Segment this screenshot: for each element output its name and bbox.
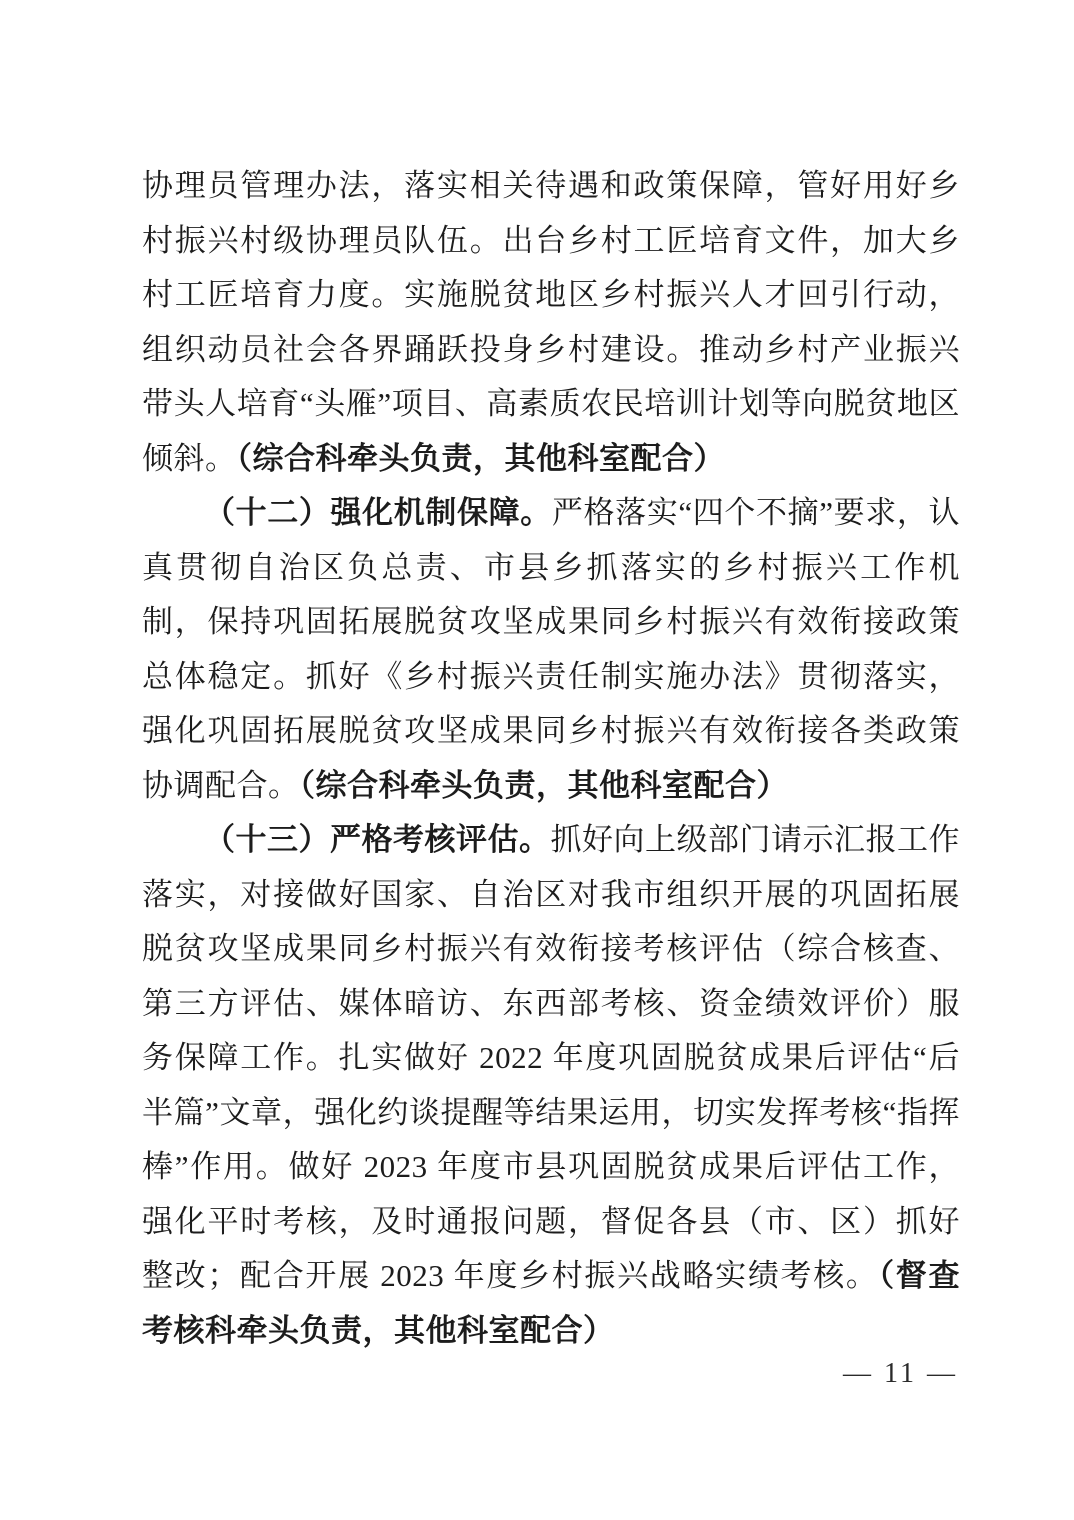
responsibility-note: （督查考核科牵头负责，其他科室配合） xyxy=(142,1258,960,1348)
responsibility-note: （综合科牵头负责，其他科室配合） xyxy=(236,440,725,476)
body-text: 抓好向上级部门请示汇报工作落实，对接做好国家、自治区对我市组织开展的巩固拓展脱贫攻坚成果同乡村振兴有效衔接考核评估（综合核查、第三方评估、媒体暗访、东西部考核、资金绩效评价）服务保障工作。扎实做好 2022 年度巩固脱贫成果后评估“后半篇”文章，强化约谈提醒等结果运用，切实发挥考核“指挥棒”作用。做好 2023 年度市县巩固脱贫成果后评估工作，强化平时考核，及时通报问题，督促各县（市、区）抓好整改；配合开展 2023 年度乡村振兴战略实绩考核。 xyxy=(142,822,960,1293)
body-text: 严格落实“四个不摘”要求，认真贯彻自治区负总责、市县乡抓落实的乡村振兴工作机制，保持巩固拓展脱贫攻坚成果同乡村振兴有效衔接政策总体稳定。抓好《乡村振兴责任制实施办法》贯彻落实，强化巩固拓展脱贫攻坚成果同乡村振兴有效衔接各类政策协调配合。 xyxy=(142,495,960,803)
document-body xyxy=(142,159,960,1358)
page-number: — 11 — xyxy=(843,1358,958,1389)
paragraph-item-13 xyxy=(142,813,960,1358)
item-heading: （十三）严格考核评估。 xyxy=(204,822,551,857)
paragraph-continuation xyxy=(142,159,960,486)
paragraph-item-12 xyxy=(142,486,960,813)
responsibility-note: （综合科牵头负责，其他科室配合） xyxy=(299,767,788,803)
body-text: 协理员管理办法，落实相关待遇和政策保障，管好用好乡村振兴村级协理员队伍。出台乡村工匠培育文件，加大乡村工匠培育力度。实施脱贫地区乡村振兴人才回引行动，组织动员社会各界踊跃投身乡村建设。推动乡村产业振兴带头人培育“头雁”项目、高素质农民培训计划等向脱贫地区倾斜。 xyxy=(142,168,960,476)
item-heading: （十二）强化机制保障。 xyxy=(204,495,552,530)
